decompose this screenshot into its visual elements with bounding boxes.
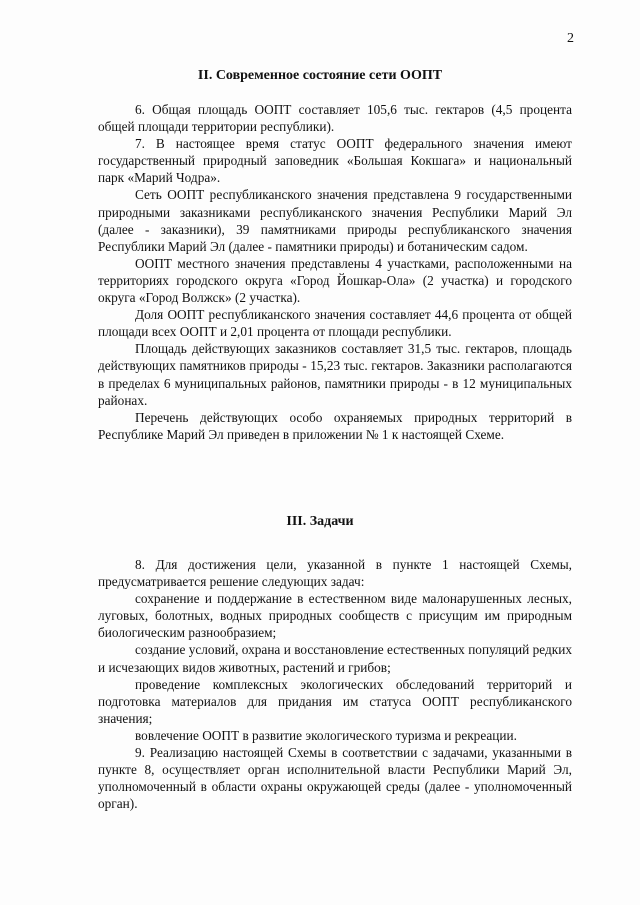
section-heading-current-state: II. Современное состояние сети ООПТ: [197, 68, 443, 83]
paragraph-tasks-intro: 8. Для достижения цели, указанной в пункте 1 настоящей Схемы, предусматривается решение следующих задач:: [98, 557, 572, 590]
paragraph-total-area: 6. Общая площадь ООПТ составляет 105,6 тыс. гектаров (4,5 процента общей площади территории республики).: [98, 102, 572, 135]
paragraph-republican-share: Доля ООПТ республиканского значения составляет 44,6 процента от общей площади всех ООПТ и 2,01 процента от площади республики.: [98, 307, 572, 340]
section-heading-tasks: III. Задачи: [286, 514, 354, 529]
section-body-current-state: [98, 101, 572, 443]
paragraph-republican-network: Сеть ООПТ республиканского значения представлена 9 государственными природными заказниками республиканского значения Республики Марий Эл (далее - заказники), 39 памятниками природы республиканского значения Республики Марий Эл (далее - памятники природы) и ботаническим садом.: [98, 187, 572, 254]
page-number: 2: [567, 31, 574, 46]
paragraph-task-tourism: вовлечение ООПТ в развитие экологического туризма и рекреации.: [135, 727, 517, 743]
paragraph-task-surveys: проведение комплексных экологических обследований территорий и подготовка материалов для придания им статуса ООПТ республиканского значения;: [98, 676, 572, 726]
section-body-tasks: [98, 556, 572, 812]
paragraph-federal-status: 7. В настоящее время статус ООПТ федерального значения имеют государственный природный заповедник «Большая Кокшага» и национальный парк «Марий Чодра».: [98, 136, 572, 186]
paragraph-local-significance: ООПТ местного значения представлены 4 участками, расположенными на территориях городского округа «Город Йошкар-Ола» (2 участка) и городского округа «Город Волжск» (2 участка).: [98, 255, 572, 306]
paragraph-reserve-area: Площадь действующих заказников составляет 31,5 тыс. гектаров, площадь действующих памятников природы - 15,23 тыс. гектаров. Заказники располагаются в пределах 6 муниципальных районов, памятники природы - в 12 муниципальных районах.: [98, 341, 572, 408]
paragraph-task-preservation: сохранение и поддержание в естественном виде малонарушенных лесных, луговых, болотных, водных природных сообществ с присущим им природным биологическим разнообразием;: [98, 591, 572, 641]
paragraph-appendix-list: Перечень действующих особо охраняемых природных территорий в Республике Марий Эл приведен в приложении № 1 к настоящей Схеме.: [98, 409, 572, 442]
paragraph-implementation: 9. Реализацию настоящей Схемы в соответствии с задачами, указанными в пункте 8, осуществляет орган исполнительной власти Республики Марий Эл, уполномоченный в области охраны окружающей среды (далее - уполномоченный орган).: [98, 745, 572, 812]
paragraph-task-protection: создание условий, охрана и восстановление естественных популяций редких и исчезающих видов животных, растений и грибов;: [98, 642, 572, 675]
